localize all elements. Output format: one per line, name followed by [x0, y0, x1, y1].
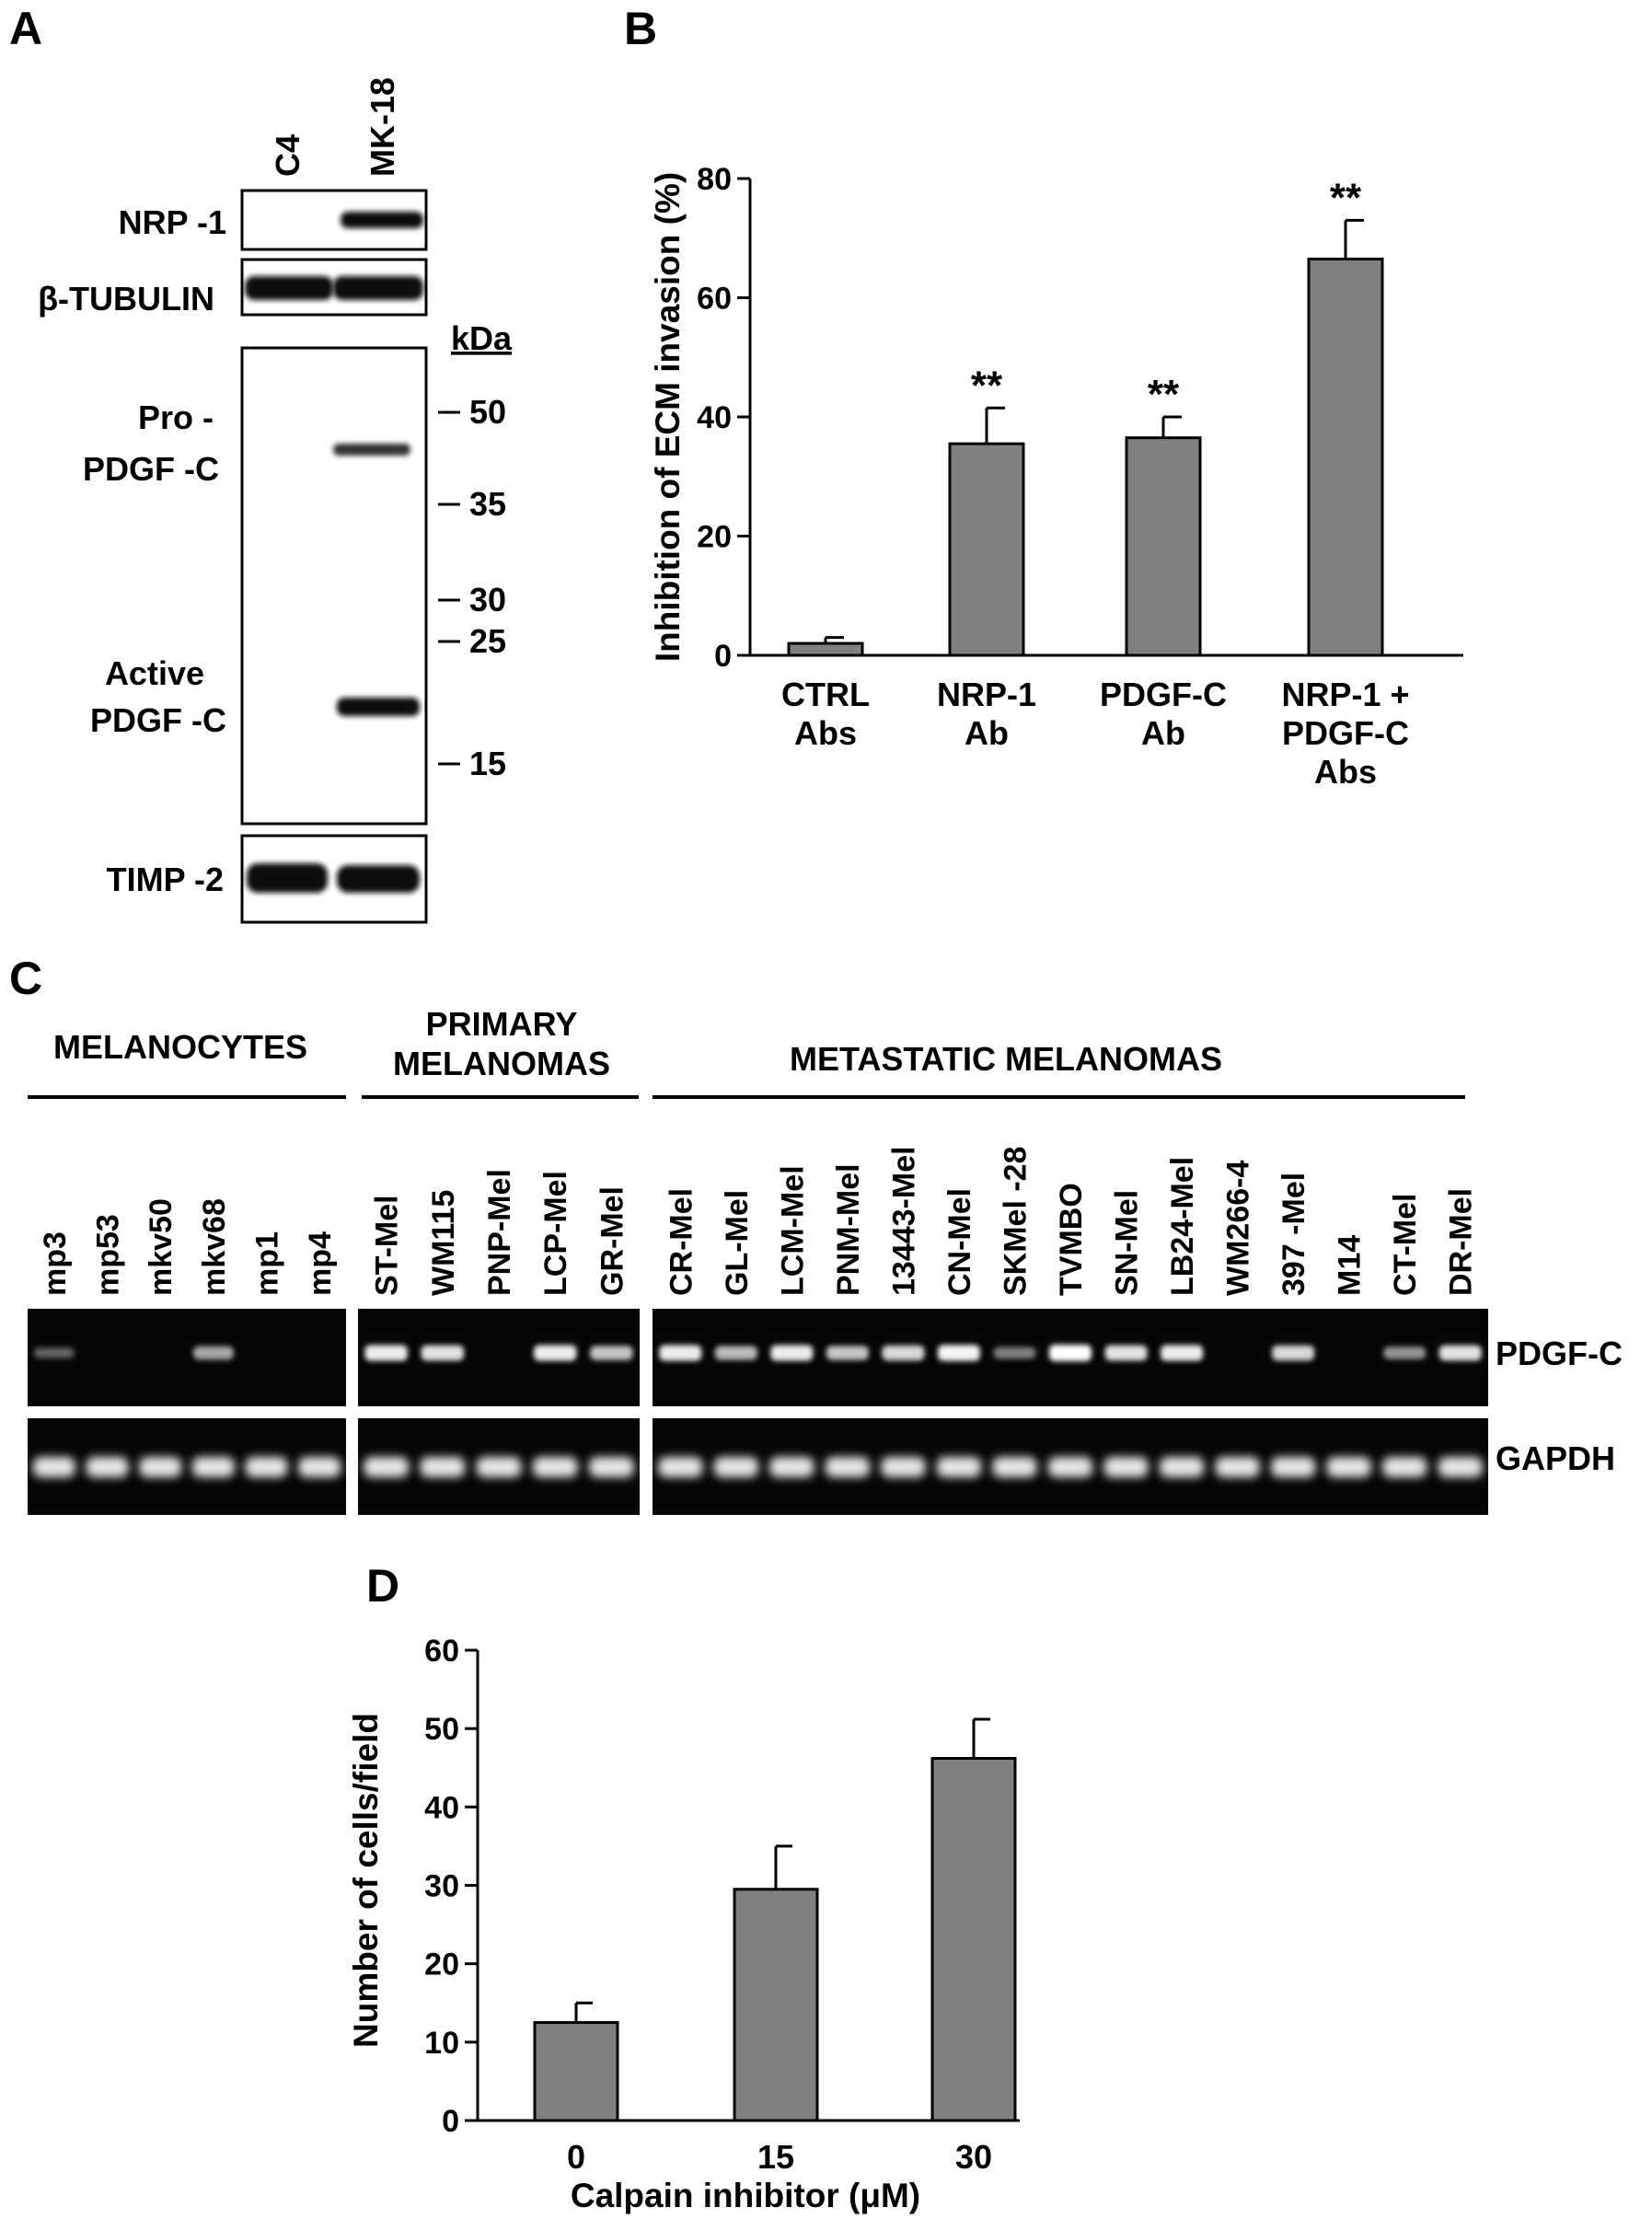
lane-label-DR-Mel: DR-Mel	[1443, 1187, 1479, 1296]
y-tick-label: 20	[697, 519, 732, 555]
pdgfc-band-13443-Mel	[882, 1346, 924, 1360]
active-pdgfc-label-line2: PDGF -C	[90, 701, 226, 739]
y-tick-label: 60	[697, 281, 732, 317]
gapdh-band-PNP-Mel	[477, 1457, 522, 1477]
group-label-primary-line1: PRIMARY	[425, 1005, 578, 1043]
bar	[1126, 438, 1200, 655]
lane-label-SN-Mel: SN-Mel	[1109, 1189, 1145, 1296]
panel-c	[9, 953, 1623, 1515]
lane-label-GL-Mel: GL-Mel	[719, 1189, 755, 1296]
bar	[734, 1890, 817, 2121]
active-pdgfc-band	[337, 698, 420, 716]
gel-melanocytes-pdgfc	[28, 1309, 346, 1406]
x-category-label: PDGF-C	[1100, 676, 1227, 713]
lane-label-PNM-Mel: PNM-Mel	[830, 1163, 866, 1296]
lane-label-CT-Mel: CT-Mel	[1388, 1193, 1424, 1296]
gapdh-band-SN-Mel	[1103, 1457, 1148, 1477]
pdgfc-band-CT-Mel	[1383, 1346, 1426, 1359]
pdgfc-band-CN-Mel	[938, 1345, 980, 1361]
pdgfc-band-mp3	[34, 1347, 75, 1358]
lane-label-CN-Mel: CN-Mel	[942, 1187, 977, 1296]
panel-a-letter: A	[9, 3, 43, 54]
gapdh-band-WM115	[420, 1457, 465, 1477]
y-tick-label: 60	[424, 1634, 459, 1669]
y-tick-label: 10	[424, 2025, 459, 2061]
y-tick-label: 20	[424, 1947, 459, 1982]
gapdh-band-TVMBO	[1048, 1457, 1092, 1477]
pdgfc-band-mkv68	[193, 1346, 234, 1359]
chart-d	[347, 1634, 1020, 2214]
x-category-label: NRP-1 +	[1281, 676, 1410, 713]
lane-label-WM266-4: WM266-4	[1220, 1160, 1256, 1296]
pdgfc-band-GR-Mel	[590, 1346, 633, 1360]
panel-d	[347, 1560, 1020, 2214]
y-tick-label: 40	[424, 1790, 459, 1826]
bar	[950, 444, 1023, 655]
gapdh-band-CR-Mel	[658, 1457, 702, 1477]
mw-marker-15	[438, 745, 506, 782]
group-label-melanocytes: MELANOCYTES	[52, 1028, 308, 1066]
lane-label-13443-Mel: 13443-Mel	[886, 1146, 922, 1296]
pdgfc-band-PNM-Mel	[826, 1346, 869, 1360]
lane-label-ST-Mel: ST-Mel	[369, 1195, 405, 1296]
gel-c	[28, 1146, 1488, 1515]
x-category-label: Abs	[793, 714, 858, 752]
tubulin-band-mk18	[333, 276, 423, 300]
gene-label-pdgfc: PDGF-C	[1496, 1335, 1623, 1372]
lane-label-LCM-Mel: LCM-Mel	[775, 1165, 811, 1296]
pdgfc-band-DR-Mel	[1439, 1346, 1482, 1361]
lane-label-WM115: WM115	[425, 1189, 461, 1296]
x-category-label: 15	[757, 2138, 795, 2176]
pdgfc-band-GL-Mel	[715, 1346, 757, 1359]
gapdh-band-M14	[1326, 1457, 1370, 1477]
gapdh-band-mp53	[86, 1457, 128, 1477]
x-axis-title: Calpain inhibitor (μM)	[570, 2177, 921, 2214]
timp2-band-mk18	[337, 865, 420, 893]
gapdh-band-LCM-Mel	[769, 1457, 814, 1477]
gapdh-band-SKMel -28	[992, 1457, 1036, 1477]
gapdh-band-WM266-4	[1215, 1457, 1259, 1477]
lane-label-mkv68: mkv68	[196, 1198, 232, 1296]
gapdh-band-LB24-Mel	[1160, 1457, 1204, 1477]
x-category-label: NRP-1	[936, 676, 1037, 713]
mw-marker-35-label: 35	[469, 485, 507, 523]
bar	[535, 2023, 618, 2121]
gene-label-gapdh: GAPDH	[1496, 1439, 1616, 1477]
x-category-label: CTRL	[781, 676, 870, 713]
x-category-label: 30	[954, 2138, 993, 2176]
mw-marker-25	[438, 622, 506, 660]
timp2-band-c4	[247, 863, 328, 893]
pro-pdgfc-label-line1: Pro -	[137, 399, 214, 436]
pro-pdgfc-band	[333, 444, 410, 456]
lane-label-CR-Mel: CR-Mel	[664, 1187, 699, 1296]
kda-label: kDa	[451, 319, 513, 357]
x-category-label: PDGF-C	[1282, 714, 1409, 752]
x-category-label: Abs	[1313, 753, 1378, 791]
y-axis-title: Number of cells/field	[347, 1713, 385, 2048]
pdgfc-band-LCM-Mel	[770, 1345, 813, 1360]
active-pdgfc-label-line1: Active	[104, 654, 204, 692]
chart-b	[649, 162, 1463, 791]
pdgfc-band-397 -Mel	[1272, 1346, 1314, 1360]
pro-pdgfc-label-line2: PDGF -C	[83, 450, 219, 488]
mw-marker-15-label: 15	[469, 745, 507, 782]
pdgfc-band-SN-Mel	[1105, 1346, 1148, 1361]
nrp1-label: NRP -1	[118, 203, 226, 241]
mw-marker-50-label: 50	[469, 393, 507, 431]
y-tick-label: 30	[424, 1868, 459, 1904]
tubulin-label: β-TUBULIN	[38, 280, 214, 318]
pdgfc-blot-frame	[242, 348, 426, 824]
lane-label-SKMel -28: SKMel -28	[998, 1146, 1034, 1296]
gapdh-band-PNM-Mel	[826, 1457, 870, 1477]
gapdh-band-CN-Mel	[937, 1457, 981, 1477]
group-label-metastatic: METASTATIC MELANOMAS	[790, 1040, 1222, 1078]
y-tick-label: 80	[697, 162, 732, 197]
panel-a	[9, 3, 513, 922]
gapdh-band-ST-Mel	[364, 1457, 409, 1477]
pdgfc-band-TVMBO	[1049, 1345, 1092, 1361]
pdgfc-band-LB24-Mel	[1161, 1345, 1203, 1360]
gapdh-band-DR-Mel	[1438, 1457, 1483, 1477]
gapdh-band-mp4	[298, 1457, 341, 1477]
lane-label-LCP-Mel: LCP-Mel	[538, 1171, 574, 1296]
lane-label-mp53: mp53	[90, 1214, 126, 1296]
bar	[932, 1759, 1015, 2121]
x-category-label: Ab	[1141, 714, 1185, 752]
gapdh-band-mp3	[33, 1457, 75, 1477]
gapdh-band-13443-Mel	[881, 1457, 925, 1477]
x-category-label: Ab	[965, 714, 1009, 752]
lane-label-TVMBO: TVMBO	[1054, 1183, 1089, 1296]
pdgfc-band-CR-Mel	[659, 1345, 701, 1360]
lane-label-GR-Mel: GR-Mel	[595, 1186, 630, 1296]
lane-label-mp3: mp3	[37, 1231, 73, 1296]
lane-label-LB24-Mel: LB24-Mel	[1165, 1156, 1201, 1296]
lane-label-c4: C4	[269, 133, 306, 177]
bar	[1309, 259, 1382, 655]
y-tick-label: 0	[714, 639, 732, 674]
gapdh-band-CT-Mel	[1382, 1457, 1427, 1477]
panel-b-letter: B	[624, 3, 658, 54]
lane-label-397 -Mel: 397 -Mel	[1277, 1172, 1312, 1296]
mw-marker-35	[438, 485, 506, 523]
pdgfc-band-LCP-Mel	[534, 1345, 577, 1360]
pdgfc-band-WM115	[422, 1346, 465, 1361]
lane-label-mp4: mp4	[303, 1231, 339, 1296]
mw-marker-30-label: 30	[469, 581, 507, 618]
mw-marker-25-label: 25	[469, 622, 507, 660]
y-tick-label: 0	[442, 2104, 459, 2139]
panel-c-letter: C	[9, 953, 43, 1004]
mw-marker-50	[438, 393, 506, 431]
gapdh-band-LCP-Mel	[533, 1457, 578, 1477]
timp2-label: TIMP -2	[106, 861, 224, 898]
panel-d-letter: D	[366, 1560, 400, 1612]
x-category-label: 0	[566, 2138, 586, 2176]
significance-marker: **	[1329, 175, 1362, 221]
y-tick-label: 40	[697, 400, 732, 435]
lane-label-PNP-Mel: PNP-Mel	[482, 1169, 517, 1296]
lane-label-M14: M14	[1332, 1234, 1368, 1296]
lane-label-mkv50: mkv50	[144, 1198, 179, 1296]
panel-b	[624, 3, 1463, 791]
gapdh-band-mkv50	[139, 1457, 181, 1477]
pdgfc-band-SKMel -28	[993, 1347, 1035, 1359]
gapdh-band-GR-Mel	[589, 1457, 634, 1477]
pdgfc-band-ST-Mel	[364, 1345, 408, 1360]
y-axis-title: Inhibition of ECM invasion (%)	[649, 171, 687, 663]
lane-label-mp1: mp1	[249, 1231, 285, 1296]
significance-marker: **	[1147, 372, 1180, 417]
gapdh-band-mkv68	[192, 1457, 235, 1477]
tubulin-band-c4	[245, 276, 333, 300]
gapdh-band-397 -Mel	[1271, 1457, 1315, 1477]
nrp1-band	[341, 212, 423, 228]
bar	[789, 643, 862, 655]
gapdh-band-mp1	[245, 1457, 287, 1477]
gapdh-band-GL-Mel	[714, 1457, 758, 1477]
mw-marker-30	[438, 581, 506, 618]
group-label-primary-line2: MELANOMAS	[393, 1045, 610, 1082]
lane-label-mk18: MK-18	[364, 76, 401, 177]
y-tick-label: 50	[424, 1712, 459, 1748]
significance-marker: **	[970, 363, 1003, 409]
